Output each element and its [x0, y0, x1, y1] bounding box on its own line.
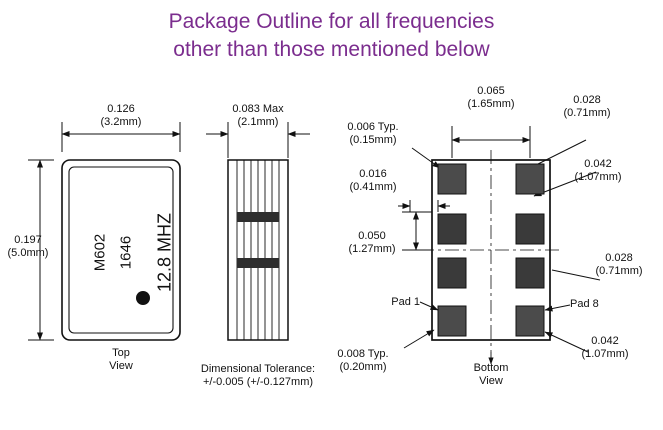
pad8-label: Pad 8 — [570, 298, 599, 310]
dim-width — [81, 103, 161, 129]
dim-pad-right-top: 0.028 (0.71mm) — [563, 94, 611, 119]
chip-marking-line3: 12.8 MHZ — [154, 212, 175, 293]
bottom-view-label: Bottom View — [473, 362, 509, 387]
chip-marking-line1: M602 — [91, 233, 109, 272]
dim-thickness-mm: (2.1mm) — [237, 116, 279, 128]
top-view-label: Top View — [109, 347, 133, 372]
tolerance-line1: Dimensional Tolerance: — [200, 363, 316, 375]
dim-height-inch: 0.197 — [14, 234, 42, 246]
dim-corner-offset: 0.008 Typ. (0.20mm) — [337, 348, 389, 373]
dim-width-mm: (3.2mm) — [100, 116, 142, 128]
pin1-dot — [136, 291, 150, 305]
page-title-line2: other than those mentioned below — [173, 38, 490, 61]
chip-marking-line2: 1646 — [117, 235, 135, 270]
tolerance-line2: +/-0.005 (+/-0.127mm) — [202, 376, 314, 388]
dim-thickness — [209, 103, 307, 129]
dim-pad-right-lower: 0.028 (0.71mm) — [595, 252, 643, 277]
page-title-line1: Package Outline for all frequencies — [168, 10, 495, 33]
pad1-label: Pad 1 — [391, 296, 420, 308]
dim-pad-width: 0.016 (0.41mm) — [349, 168, 397, 193]
dim-pad-right-bottom: 0.042 (1.07mm) — [581, 335, 629, 360]
dim-pad-right-upper: 0.042 (1.07mm) — [574, 158, 622, 183]
dim-height — [0, 234, 60, 260]
dim-height-mm: (5.0mm) — [7, 247, 49, 259]
dim-thickness-inch: 0.083 Max — [232, 103, 284, 115]
dim-pad-pitch-x: 0.065 (1.65mm) — [467, 85, 515, 110]
dim-pad-pitch-y: 0.050 (1.27mm) — [348, 230, 396, 255]
dim-pad-gap: 0.006 Typ. (0.15mm) — [347, 121, 399, 146]
dim-width-inch: 0.126 — [107, 103, 135, 115]
